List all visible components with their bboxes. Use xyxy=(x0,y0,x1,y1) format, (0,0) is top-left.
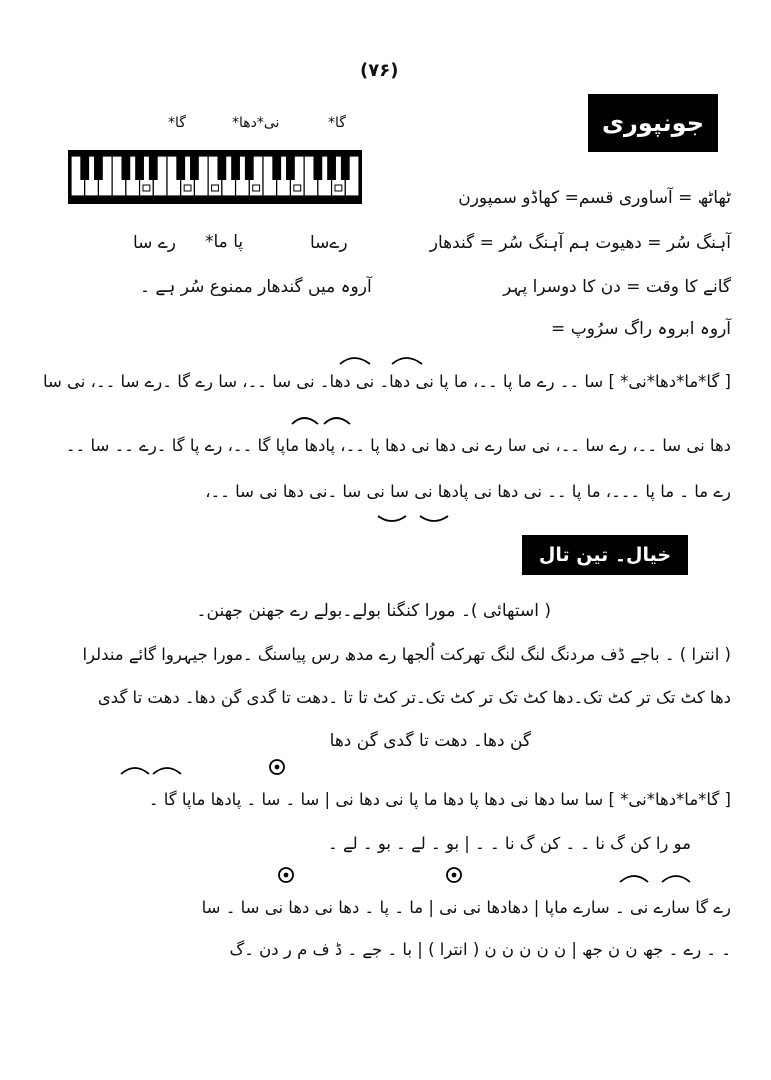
black-key xyxy=(121,156,130,180)
black-key xyxy=(176,156,185,180)
section-title: خیال۔ تین تال xyxy=(522,535,688,575)
alaap-line-3: رے ما ۔ ما پا ۔۔۔، ما پا ۔۔ نی دھا نی پادھا نی سا نی سا ۔نی دھا نی سا ۔۔، xyxy=(205,482,731,501)
key-marker xyxy=(253,185,260,191)
black-key xyxy=(327,156,336,180)
key-marker xyxy=(184,185,191,191)
asthai-line: ( استھائی )۔ مورا کنگنا بولے۔بولے رے جھنن جھنن۔ xyxy=(196,601,551,621)
keyboard-label-ni-dha: نی*دھا* xyxy=(232,115,280,131)
time-line: گانے کا وقت = دن کا دوسرا پہر xyxy=(503,277,731,297)
antra-line-2: دھا کٹ تک تر کٹ تک۔دھا کٹ تک تر کٹ تک۔تر کٹ تا تا ۔دھت تا گدی گن دھا۔ دھت تا گدی xyxy=(97,688,731,707)
composition-line-3: رے گا سارے نی ۔ سارے ماپا | دھادھا نی نی | ما ۔ پا ۔ دھا نی دھا نی سا ۔ سا xyxy=(201,898,731,917)
swar-left: رے سا xyxy=(133,233,176,253)
tala-marks-1 xyxy=(115,756,315,780)
page-number: (۷۶) xyxy=(360,60,399,81)
black-key xyxy=(231,156,240,180)
swar-mid1: پا ما* xyxy=(205,232,244,252)
key-marker xyxy=(212,185,219,191)
black-key xyxy=(272,156,281,180)
meend-arcs-2 xyxy=(288,408,368,428)
meend-arcs-1 xyxy=(330,348,430,368)
meend-arcs-3 xyxy=(372,510,462,530)
thaat-line: ٹھاٹھ = آساوری قسم= کھاڈو سمپورن xyxy=(458,188,731,208)
key-marker xyxy=(294,185,301,191)
black-key xyxy=(135,156,144,180)
black-key xyxy=(286,156,295,180)
alaap-line-1: [ گا*ما*دھا*نی* ] سا ۔۔ رے ما پا ۔۔، ما پا نی دھا۔ نی دھا۔ نی سا ۔۔، سا رے گا ۔رے سا ۔۔، نی سا xyxy=(42,372,731,391)
key-marker xyxy=(335,185,342,191)
black-key xyxy=(313,156,322,180)
composition-line-1: [ گا*ما*دھا*نی* ] سا سا دھا نی دھا پا دھا ما پا نی دھا نی | سا ۔ سا ۔ پادھا ماپا گا ۔ xyxy=(148,790,731,809)
black-key xyxy=(217,156,226,180)
composition-line-2: مو را کن گ نا ۔ ۔ کن گ نا ۔ ۔ | بو ۔ لے ۔ بو ۔ لے ۔ xyxy=(328,834,691,853)
key-marker xyxy=(143,185,150,191)
keyboard-label-ga-top: گا* xyxy=(328,115,346,131)
aroh-note: آروہ میں گندھار ممنوع سُر ہے ۔ xyxy=(140,277,372,297)
composition-line-4: ۔ ۔ رے ۔ جھ ن ن جھ | ن ن ن ن ن ( انترا ) | با ۔ جے ۔ ڈ ف م ر دن ۔گ xyxy=(229,940,731,959)
swar-mid2: رےسا xyxy=(310,233,348,253)
black-key xyxy=(94,156,103,180)
tala-marks-2 xyxy=(270,864,700,888)
antra-line-3: گن دھا۔ دھت تا گدی گن دھا xyxy=(329,731,531,751)
black-key xyxy=(245,156,254,180)
keyboard-label-ga: گا* xyxy=(168,115,186,131)
black-key xyxy=(149,156,158,180)
alaap-line-2: دھا نی سا ۔۔، رے سا ۔۔، نی سا رے نی دھا نی دھا پا ۔۔، پادھا ماپا گا ۔۔، رے پا گا ۔رے ۔۔ سا ۔۔ xyxy=(65,436,731,455)
aahang-line: آہنگ سُر = دھیوت ہم آہنگ سُر = گندھار xyxy=(429,233,731,253)
piano-keyboard-diagram xyxy=(68,150,362,204)
black-key xyxy=(190,156,199,180)
black-key xyxy=(80,156,89,180)
aroh-sur-line: آروہ ابروہ راگ سرُوپ = xyxy=(551,319,731,339)
raag-title: جونپوری xyxy=(588,94,718,152)
antra-line-1: ( انترا ) ۔ باجے ڈف مردنگ لنگ لنگ تھرکت اُلجھا رے مدھ رس پیاسنگ ۔مورا جیہروا گائے مندلرا xyxy=(82,645,731,664)
black-key xyxy=(341,156,350,180)
